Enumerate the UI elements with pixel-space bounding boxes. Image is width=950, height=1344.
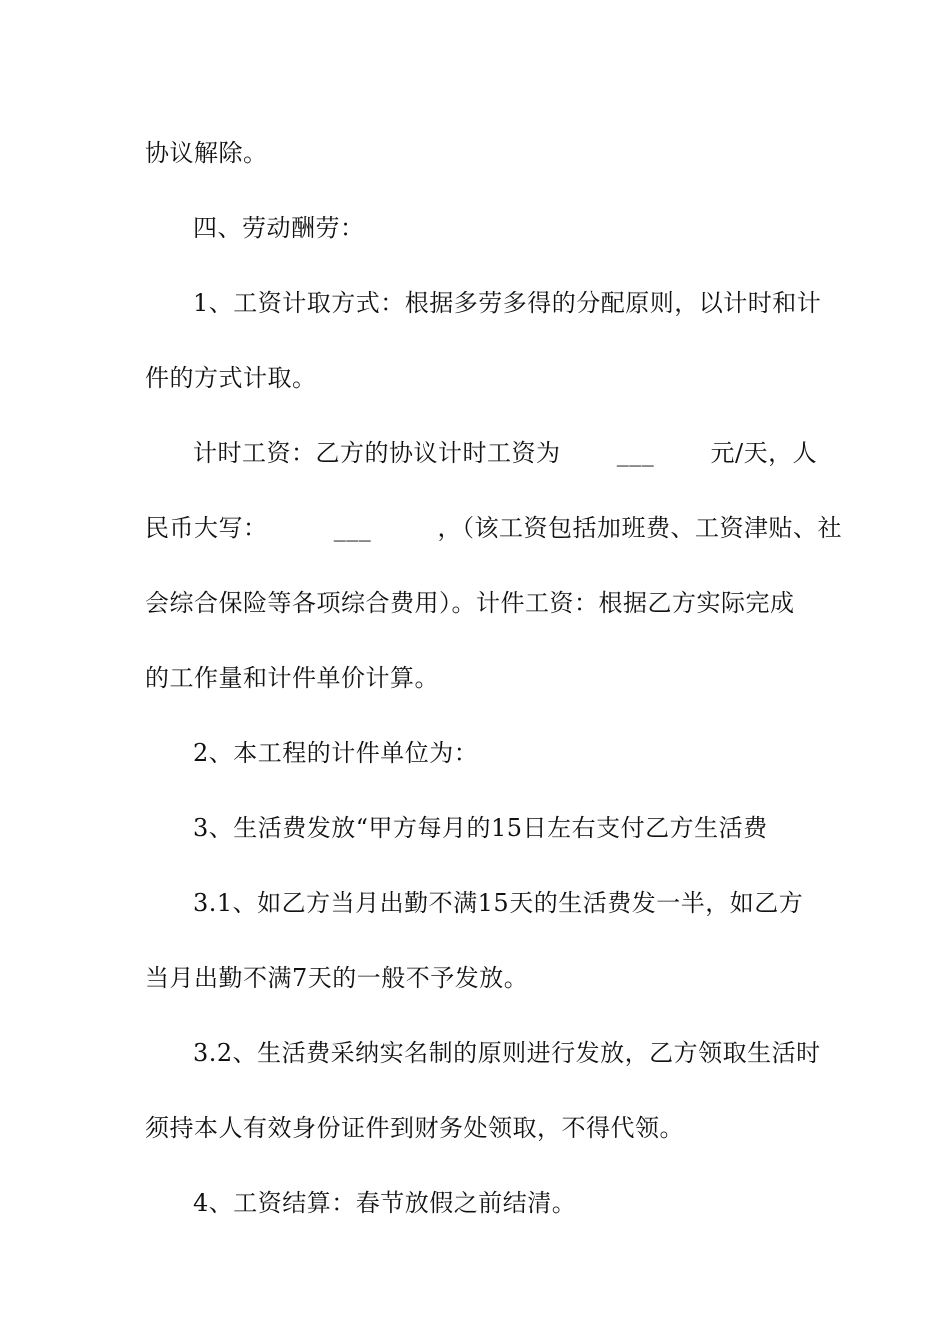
wage-unit-text: 元/天，人 [710,439,818,467]
paragraph-line: 的工作量和计件单价计算。 [145,664,439,692]
rmb-note-text: ，（该工资包括加班费、工资津贴、社 [437,514,842,542]
paragraph-line: 协议解除。 [145,139,268,167]
paragraph-line: 1、工资计取方式：根据多劳多得的分配原则，以计时和计 [193,289,822,317]
rmb-line [145,512,842,544]
rmb-text: 民币大写： [145,514,268,542]
paragraph-line: 4、工资结算：春节放假之前结清。 [193,1189,577,1217]
paragraph-line: 3、生活费发放“甲方每月的15日左右支付乙方生活费 [193,814,768,842]
section-heading: 四、劳动酬劳： [193,214,365,242]
paragraph-line: 件的方式计取。 [145,364,317,392]
wage-line [193,437,863,469]
paragraph-line: 会综合保险等各项综合费用）。计件工资：根据乙方实际完成 [145,589,795,617]
wage-text: 计时工资：乙方的协议计时工资为 [193,439,561,467]
wage-blank-field: ___ [616,439,655,467]
paragraph-line: 3.1、如乙方当月出勤不满15天的生活费发一半，如乙方 [193,889,804,917]
paragraph-line: 3.2、生活费采纳实名制的原则进行发放，乙方领取生活时 [193,1039,821,1067]
paragraph-line: 当月出勤不满7天的一般不予发放。 [145,964,529,992]
paragraph-line: 2、本工程的计件单位为： [193,739,479,767]
paragraph-line: 须持本人有效身份证件到财务处领取，不得代领。 [145,1114,684,1142]
rmb-blank-field: ___ [333,514,372,542]
